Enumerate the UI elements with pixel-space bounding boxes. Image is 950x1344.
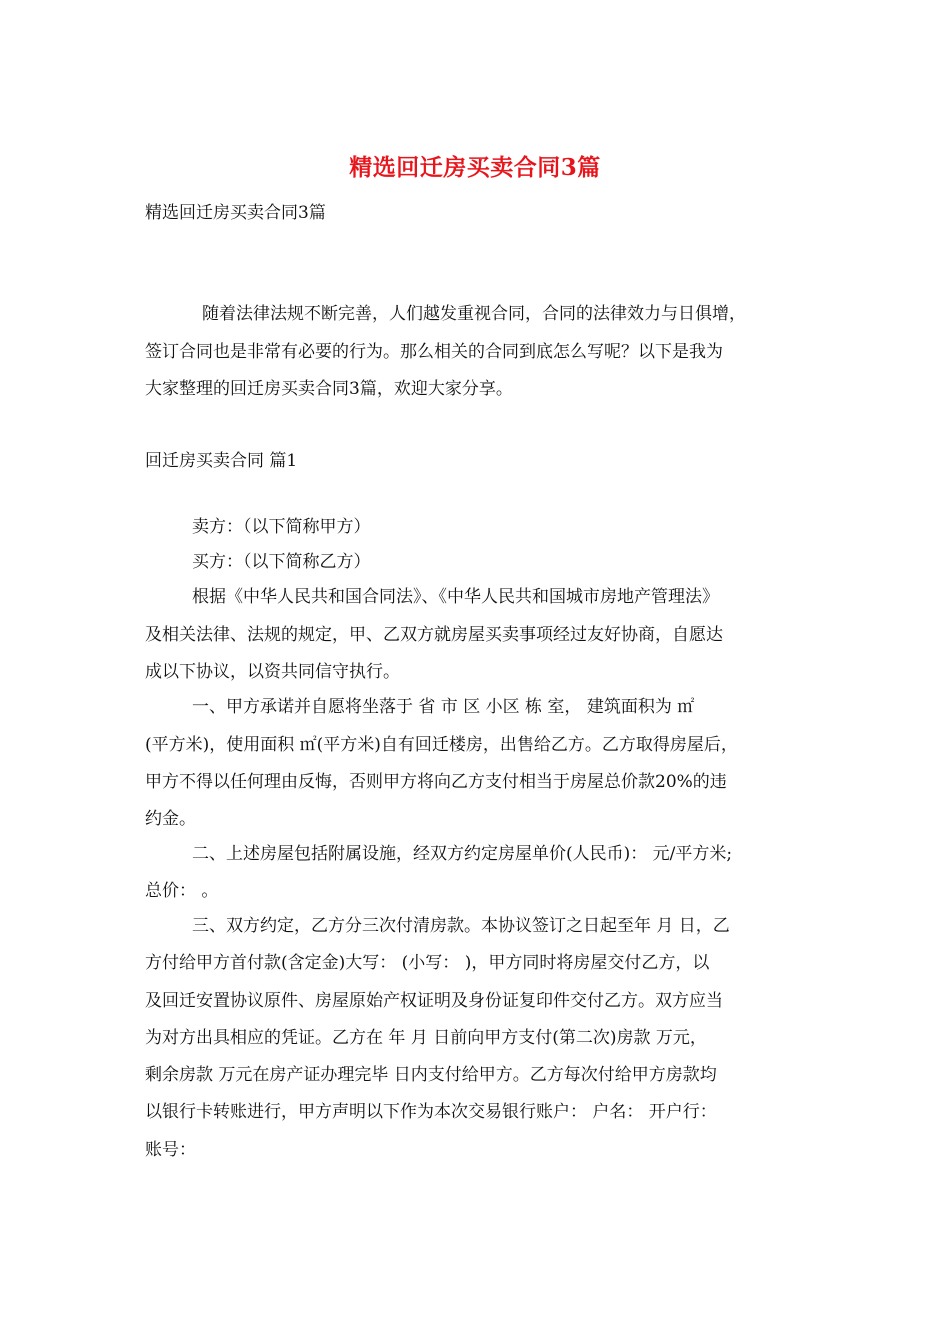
intro-line: 大家整理的回迁房买卖合同3篇，欢迎大家分享。 (145, 379, 513, 399)
basis-line: 及相关法律、法规的规定，甲、乙双方就房屋买卖事项经过友好协商，自愿达 (145, 625, 723, 645)
clause-3-line: 剩余房款 万元在房产证办理完毕 日内支付给甲方。乙方每次付给甲方房款均 (145, 1065, 717, 1085)
buyer-line: 买方：（以下简称乙方） (192, 552, 371, 572)
document-title: 精选回迁房买卖合同3篇 (349, 154, 601, 181)
document-subtitle: 精选回迁房买卖合同3篇 (145, 203, 326, 223)
clause-3-line: 三、双方约定，乙方分三次付清房款。本协议签订之日起至年 月 日，乙 (192, 916, 730, 936)
clause-3-line: 以银行卡转账进行，甲方声明以下作为本次交易银行账户： 户名： 开户行： (145, 1102, 717, 1122)
clause-3-line: 账号： (145, 1140, 196, 1160)
clause-1-line: 一、甲方承诺并自愿将坐落于 省 市 区 小区 栋 室， 建筑面积为 ㎡ (192, 697, 695, 717)
basis-line: 根据《中华人民共和国合同法》、《中华人民共和国城市房地产管理法》 (192, 587, 719, 607)
intro-line: 签订合同也是非常有必要的行为。那么相关的合同到底怎么写呢？以下是我为 (145, 342, 723, 362)
clause-2-line: 总价： 。 (145, 881, 219, 901)
clause-3-line: 方付给甲方首付款(含定金)大写： (小写： )，甲方同时将房屋交付乙方，以 (145, 953, 710, 973)
clause-1-line: 约金。 (145, 809, 196, 829)
basis-line: 成以下协议，以资共同信守执行。 (145, 662, 400, 682)
seller-line: 卖方：（以下简称甲方） (192, 517, 371, 537)
clause-1-line: 甲方不得以任何理由反悔，否则甲方将向乙方支付相当于房屋总价款20%的违 (145, 772, 727, 792)
clause-1-line: (平方米)，使用面积 ㎡(平方米)自有回迁楼房，出售给乙方。乙方取得房屋后， (145, 735, 738, 755)
intro-line: 随着法律法规不断完善，人们越发重视合同，合同的法律效力与日俱增， (202, 304, 746, 324)
clause-3-line: 为对方出具相应的凭证。乙方在 年 月 日前向甲方支付(第二次)房款 万元， (145, 1028, 707, 1048)
clause-2-line: 二、上述房屋包括附属设施，经双方约定房屋单价(人民币)： 元/平方米; (192, 844, 733, 864)
clause-3-line: 及回迁安置协议原件、房屋原始产权证明及身份证复印件交付乙方。双方应当 (145, 991, 723, 1011)
section-heading: 回迁房买卖合同 篇1 (145, 451, 298, 471)
